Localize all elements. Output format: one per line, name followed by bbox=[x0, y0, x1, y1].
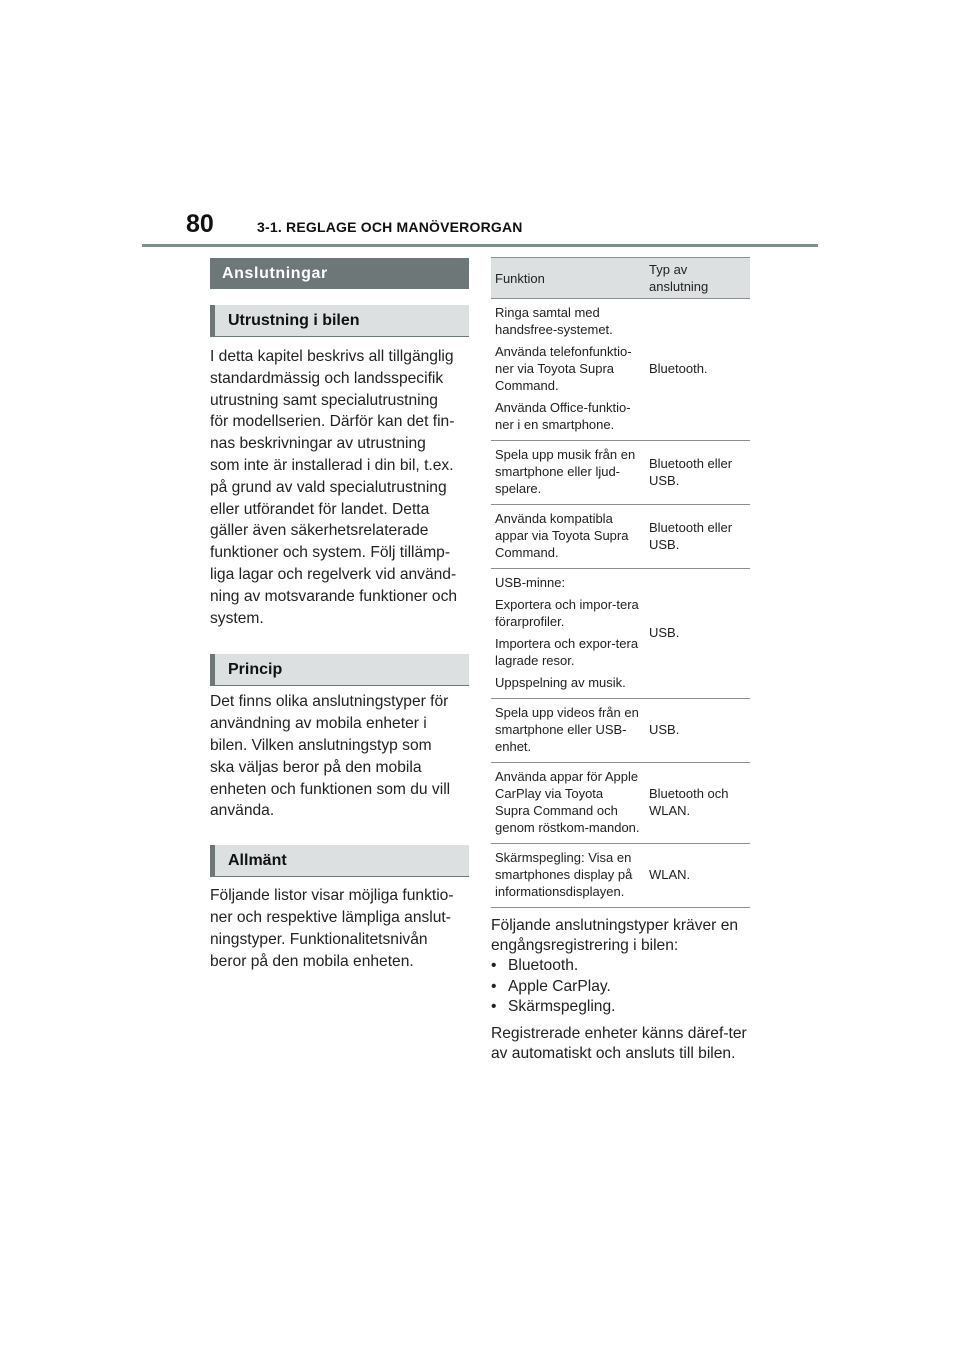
section-text-principle: Det finns olika anslutningstyper för användning av mobila enheter i bilen. Vilken anslutningstyp som ska väljas beror på den mobila enheten och funktionen som du vill använda. bbox=[210, 693, 451, 820]
function-cell bbox=[491, 763, 645, 844]
column-header-function: Funktion bbox=[491, 258, 645, 299]
function-cell bbox=[491, 699, 645, 763]
bullet-icon: • bbox=[491, 957, 497, 975]
registration-intro: Följande anslutningstyper kräver en engångsregistrering i bilen: bbox=[491, 917, 739, 955]
list-item-text: Bluetooth. bbox=[508, 957, 579, 975]
function-cell bbox=[491, 844, 645, 908]
list-item-text: Apple CarPlay. bbox=[508, 977, 611, 995]
function-cell bbox=[491, 441, 645, 505]
function-text: Använda kompatibla appar via Toyota Supra Command. bbox=[495, 511, 629, 560]
function-text: Använda telefonfunktio-ner via Toyota Supra Command. bbox=[495, 344, 632, 393]
connection-type-cell: USB. bbox=[645, 569, 750, 699]
header-divider bbox=[142, 244, 818, 247]
function-cell bbox=[491, 505, 645, 569]
table-row bbox=[491, 299, 750, 441]
section-heading-general: Allmänt bbox=[210, 845, 469, 876]
function-cell bbox=[491, 299, 645, 441]
section-text-general: Följande listor visar möjliga funktio- ner och respektive lämpliga anslut- ningstyper. Funktionalitetsnivån beror på den mobila enheten. bbox=[210, 887, 454, 970]
section-title: 3-1. REGLAGE OCH MANÖVERORGAN bbox=[257, 219, 523, 235]
column-header-type: Typ av anslutning bbox=[645, 258, 750, 299]
after-table-block bbox=[491, 916, 750, 1064]
right-column bbox=[491, 257, 750, 1064]
function-cell bbox=[491, 569, 645, 699]
section-text-equipment: I detta kapitel beskrivs all tillgänglig standardmässig och landsspecifik utrustning samt specialutrustning för modellserien. Därför kan det fin- nas beskrivningar av utrustning som inte är installerad i din bil, t.ex. på grund av vald specialutrustning eller utförandet för landet. Detta gäller även säkerhetsrelaterade funktioner och system. Följ tillämp- liga lagar och regelverk vid använd- ning av motsvarande funktioner och system. bbox=[210, 348, 458, 627]
connection-table bbox=[491, 257, 750, 908]
left-column bbox=[210, 258, 469, 972]
bullet-icon: • bbox=[491, 997, 497, 1015]
table-header-row bbox=[491, 258, 750, 299]
connection-type-cell: Bluetooth eller USB. bbox=[645, 441, 750, 505]
section-heading-equipment: Utrustning i bilen bbox=[210, 305, 469, 336]
connection-type-cell: Bluetooth eller USB. bbox=[645, 505, 750, 569]
table-row bbox=[491, 441, 750, 505]
function-text: Uppspelning av musik. bbox=[495, 675, 626, 690]
function-text: Importera och expor-tera lagrade resor. bbox=[495, 636, 639, 668]
function-text: Spela upp videos från en smartphone eller USB-enhet. bbox=[495, 705, 639, 754]
main-heading: Anslutningar bbox=[210, 258, 469, 289]
connection-type-cell: Bluetooth. bbox=[645, 299, 750, 441]
connection-type-cell: WLAN. bbox=[645, 844, 750, 908]
function-text: Skärmspegling: Visa en smartphones display på informationsdisplayen. bbox=[495, 850, 633, 899]
table-row bbox=[491, 844, 750, 908]
connection-type-cell: Bluetooth och WLAN. bbox=[645, 763, 750, 844]
list-item-text: Skärmspegling. bbox=[508, 997, 616, 1015]
function-text: USB-minne: bbox=[495, 575, 566, 590]
table-row bbox=[491, 699, 750, 763]
table-row bbox=[491, 505, 750, 569]
page-number: 80 bbox=[186, 210, 214, 238]
connection-type-cell: USB. bbox=[645, 699, 750, 763]
bullet-icon: • bbox=[491, 977, 497, 995]
function-text: Använda Office-funktio-ner i en smartphone. bbox=[495, 400, 631, 432]
table-row bbox=[491, 763, 750, 844]
table-row bbox=[491, 569, 750, 699]
registration-list bbox=[491, 956, 750, 1017]
function-text: Ringa samtal med handsfree-systemet. bbox=[495, 305, 613, 337]
table-body bbox=[491, 299, 750, 908]
function-text: Spela upp musik från en smartphone eller ljud-spelare. bbox=[495, 447, 636, 496]
function-text: Exportera och impor-tera förarprofiler. bbox=[495, 597, 639, 629]
list-item bbox=[491, 977, 750, 997]
function-text: Använda appar för Apple CarPlay via Toyota Supra Command och genom röstkom-mandon. bbox=[495, 769, 640, 835]
section-heading-principle: Princip bbox=[210, 654, 469, 685]
list-item bbox=[491, 956, 750, 976]
registration-closing: Registrerade enheter känns däref-ter av automatiskt och ansluts till bilen. bbox=[491, 1025, 747, 1063]
list-item bbox=[491, 997, 750, 1017]
